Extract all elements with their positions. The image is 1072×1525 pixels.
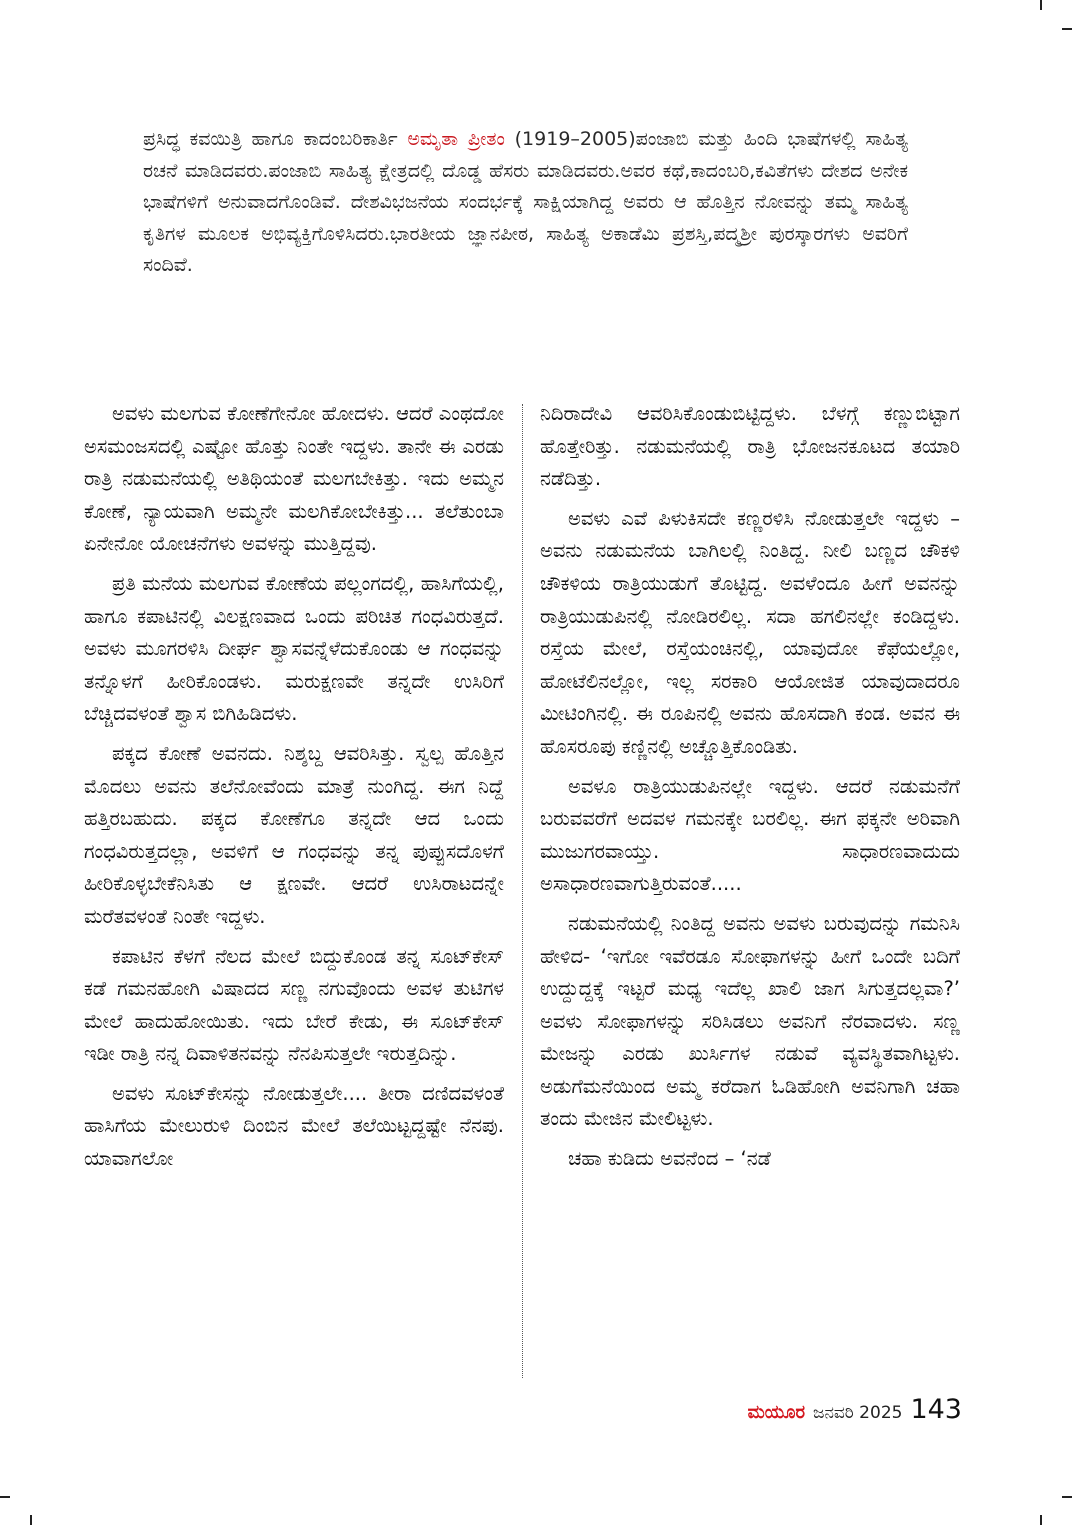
crop-mark <box>1040 1515 1042 1525</box>
paragraph: ಚಹಾ ಕುಡಿದು ಅವನೆಂದ – ‘ನಡೆ <box>568 1147 771 1171</box>
left-column <box>84 398 504 1183</box>
right-column <box>540 398 960 1183</box>
crop-mark <box>30 1515 32 1525</box>
paragraph: ಅವಳು ಮಲಗುವ ಕೋಣೆಗೇನೋ ಹೋದಳು. ಆದರೆ ಎಂಥದೋ ಅಸಮಂಜಸದಲ್ಲಿ ಎಷ್ಟೋ ಹೊತ್ತು ನಿಂತೇ ಇದ್ದಳು. ತಾನೇ ಈ ಎರಡು ರಾತ್ರಿ ನಡುಮನೆಯಲ್ಲಿ ಅತಿಥಿಯಂತೆ ಮಲಗಬೇಕಿತ್ತು. ಇದು ಅಮ್ಮನ ಕೋಣೆ, ನ್ಯಾಯವಾಗಿ ಅಮ್ಮನೇ ಮಲಗಿಕೋಬೇಕಿತ್ತು... ತಲೆತುಂಬಾ ಏನೇನೋ ಯೋಚನೆಗಳು ಅವಳನ್ನು ಮುತ್ತಿದ್ದವು. <box>84 402 504 556</box>
paragraph: ಅವಳು ಸೂಟ್‌ಕೇಸನ್ನು ನೋಡುತ್ತಲೇ.... ತೀರಾ ದಣಿದವಳಂತೆ ಹಾಸಿಗೆಯ ಮೇಲುರುಳಿ ದಿಂಬಿನ ಮೇಲೆ ತಲೆಯಿಟ್ಟದ್ದಷ್ಟೇ ನೆನಪು. ಯಾವಾಗಲೋ <box>84 1081 504 1171</box>
intro-text-after: (1919–2005)ಪಂಜಾಬಿ ಮತ್ತು ಹಿಂದಿ ಭಾಷೆಗಳಲ್ಲಿ ಸಾಹಿತ್ಯ ರಚನೆ ಮಾಡಿದವರು.ಪಂಜಾಬಿ ಸಾಹಿತ್ಯ ಕ್ಷೇತ್ರದಲ್ಲಿ ದೊಡ್ಡ ಹೆಸರು ಮಾಡಿದವರು.ಅವರ ಕಥೆ,ಕಾದಂಬರಿ,ಕವಿತೆಗಳು ದೇಶದ ಅನೇಕ ಭಾಷೆಗಳಿಗೆ ಅನುವಾದಗೊಂಡಿವೆ. ದೇಶವಿಭಜನೆಯ ಸಂದರ್ಭಕ್ಕೆ ಸಾಕ್ಷಿಯಾಗಿದ್ದ ಅವರು ಆ ಹೊತ್ತಿನ ನೋವನ್ನು ತಮ್ಮ ಸಾಹಿತ್ಯ ಕೃತಿಗಳ ಮೂಲಕ ಅಭಿವ್ಯಕ್ತಿಗೊಳಿಸಿದರು.ಭಾರತೀಯ ಜ್ಞಾನಪೀಠ, ಸಾಹಿತ್ಯ ಅಕಾಡೆಮಿ ಪ್ರಶಸ್ತಿ,ಪದ್ಮಶ್ರೀ ಪುರಸ್ಕಾರಗಳು ಅವರಿಗೆ ಸಂದಿವೆ. <box>143 128 908 276</box>
paragraph: ಪ್ರತಿ ಮನೆಯ ಮಲಗುವ ಕೋಣೆಯ ಪಲ್ಲಂಗದಲ್ಲಿ, ಹಾಸಿಗೆಯಲ್ಲಿ, ಹಾಗೂ ಕಪಾಟಿನಲ್ಲಿ ವಿಲಕ್ಷಣವಾದ ಒಂದು ಪರಿಚಿತ ಗಂಧವಿರುತ್ತದೆ. ಅವಳು ಮೂಗರಳಿಸಿ ದೀರ್ಘ ಶ್ವಾಸವನ್ನೆಳೆದುಕೊಂಡು ಆ ಗಂಧವನ್ನು ತನ್ನೊಳಗೆ ಹೀರಿಕೊಂಡಳು. ಮರುಕ್ಷಣವೇ ತನ್ನದೇ ಉಸಿರಿಗೆ ಬೆಚ್ಚಿದವಳಂತೆ ಶ್ವಾಸ ಬಿಗಿಹಿಡಿದಳು. <box>84 571 504 726</box>
paragraph: ಅವಳು ಎವೆ ಪಿಳುಕಿಸದೇ ಕಣ್ಣರಳಿಸಿ ನೋಡುತ್ತಲೇ ಇದ್ದಳು – ಅವನು ನಡುಮನೆಯ ಬಾಗಿಲಲ್ಲಿ ನಿಂತಿದ್ದ. ನೀಲಿ ಬಣ್ಣದ ಚೌಕಳಿ ಚೌಕಳಿಯ ರಾತ್ರಿಯುಡುಗೆ ತೊಟ್ಟಿದ್ದ. ಅವಳೆಂದೂ ಹೀಗೆ ಅವನನ್ನು ರಾತ್ರಿಯುಡುಪಿನಲ್ಲಿ ನೋಡಿರಲಿಲ್ಲ. ಸದಾ ಹಗಲಿನಲ್ಲೇ ಕಂಡಿದ್ದಳು. ರಸ್ತೆಯ ಮೇಲೆ, ರಸ್ತೆಯಂಚಿನಲ್ಲಿ, ಯಾವುದೋ ಕೆಫೆಯಲ್ಲೋ, ಹೋಟೆಲಿನಲ್ಲೋ, ಇಲ್ಲ ಸರಕಾರಿ ಆಯೋಜಿತ ಯಾವುದಾದರೂ ಮೀಟಿಂಗಿನಲ್ಲಿ. ಈ ರೂಪಿನಲ್ಲಿ ಅವನು ಹೊಸದಾಗಿ ಕಂಡ. ಅವನ ಈ ಹೊಸರೂಪು ಕಣ್ಣಿನಲ್ಲಿ ಅಚ್ಚೊತ್ತಿಕೊಂಡಿತು. <box>540 506 960 758</box>
issue-date: ಜನವರಿ 2025 <box>813 1403 903 1423</box>
magazine-logo: ಮಯೂರ <box>747 1402 806 1423</box>
paragraph: ಅವಳೂ ರಾತ್ರಿಯುಡುಪಿನಲ್ಲೇ ಇದ್ದಳು. ಆದರೆ ನಡುಮನೆಗೆ ಬರುವವರೆಗೆ ಅದವಳ ಗಮನಕ್ಕೇ ಬರಲಿಲ್ಲ. ಈಗ ಫಕ್ಕನೇ ಅರಿವಾಗಿ ಮುಜುಗರವಾಯ್ತು. ಸಾಧಾರಣವಾದುದು ಅಸಾಧಾರಣವಾಗುತ್ತಿರುವಂತೆ..... <box>540 774 960 896</box>
paragraph: ನಡುಮನೆಯಲ್ಲಿ ನಿಂತಿದ್ದ ಅವನು ಅವಳು ಬರುವುದನ್ನು ಗಮನಿಸಿ ಹೇಳಿದ- ‘ಇಗೋ ಇವೆರಡೂ ಸೋಫಾಗಳನ್ನು ಹೀಗೆ ಒಂದೇ ಬದಿಗೆ ಉದ್ದುದ್ದಕ್ಕೆ ಇಟ್ಟರೆ ಮಧ್ಯ ಇದೆಲ್ಲ ಖಾಲಿ ಜಾಗ ಸಿಗುತ್ತದಲ್ಲವಾ?’ ಅವಳು ಸೋಫಾಗಳನ್ನು ಸರಿಸಿಡಲು ಅವನಿಗೆ ನೆರವಾದಳು. ಸಣ್ಣ ಮೇಜನ್ನು ಎರಡು ಖುರ್ಸಿಗಳ ನಡುವೆ ವ್ಯವಸ್ಥಿತವಾಗಿಟ್ಟಳು. ಅಡುಗೆಮನೆಯಿಂದ ಅಮ್ಮ ಕರೆದಾಗ ಓಡಿಹೋಗಿ ಅವನಿಗಾಗಿ ಚಹಾ ತಂದು ಮೇಜಿನ ಮೇಲಿಟ್ಟಳು. <box>540 911 960 1131</box>
crop-mark <box>1040 0 1042 10</box>
crop-mark <box>0 1496 10 1498</box>
page-number: 143 <box>910 1394 962 1425</box>
page-footer <box>748 1394 962 1428</box>
paragraph: ಕಪಾಟಿನ ಕೆಳಗೆ ನೆಲದ ಮೇಲೆ ಬಿದ್ದುಕೊಂಡ ತನ್ನ ಸೂಟ್‌ಕೇಸ್ ಕಡೆ ಗಮನಹೋಗಿ ವಿಷಾದದ ಸಣ್ಣ ನಗುವೊಂದು ಅವಳ ತುಟಿಗಳ ಮೇಲೆ ಹಾದುಹೋಯಿತು. ಇದು ಬೇರೆ ಕೇಡು, ಈ ಸೂಟ್‌ಕೇಸ್ ಇಡೀ ರಾತ್ರಿ ನನ್ನ ದಿವಾಳಿತನವನ್ನು ನೆನಪಿಸುತ್ತಲೇ ಇರುತ್ತದಿನ್ನು. <box>84 944 504 1066</box>
intro-text-before: ಪ್ರಸಿದ್ಧ ಕವಯಿತ್ರಿ ಹಾಗೂ ಕಾದಂಬರಿಕಾರ್ತಿ <box>143 128 408 150</box>
paragraph: ನಿದಿರಾದೇವಿ ಆವರಿಸಿಕೊಂಡುಬಿಟ್ಟಿದ್ದಳು. ಬೆಳಗ್ಗೆ ಕಣ್ಣುಬಿಟ್ಟಾಗ ಹೊತ್ತೇರಿತ್ತು. ನಡುಮನೆಯಲ್ಲಿ ರಾತ್ರಿ ಭೋಜನಕೂಟದ ತಯಾರಿ ನಡೆದಿತ್ತು. <box>540 402 960 491</box>
column-divider <box>522 404 523 1378</box>
author-intro <box>143 124 908 282</box>
author-name: ಅಮೃತಾ ಪ್ರೀತಂ <box>407 128 505 150</box>
crop-mark <box>1062 28 1072 30</box>
crop-mark <box>1062 1496 1072 1498</box>
paragraph: ಪಕ್ಕದ ಕೋಣೆ ಅವನದು. ನಿಶ್ಶಬ್ದ ಆವರಿಸಿತ್ತು. ಸ್ವಲ್ಪ ಹೊತ್ತಿನ ಮೊದಲು ಅವನು ತಲೆನೋವೆಂದು ಮಾತ್ರೆ ನುಂಗಿದ್ದ. ಈಗ ನಿದ್ದೆ ಹತ್ತಿರಬಹುದು. ಪಕ್ಕದ ಕೋಣೆಗೂ ತನ್ನದೇ ಆದ ಒಂದು ಗಂಧವಿರುತ್ತದಲ್ಲಾ, ಅವಳಿಗೆ ಆ ಗಂಧವನ್ನು ತನ್ನ ಪುಪ್ಪುಸದೊಳಗೆ ಹೀರಿಕೊಳ್ಳಬೇಕೆನಿಸಿತು ಆ ಕ್ಷಣವೇ. ಆದರೆ ಉಸಿರಾಟದನ್ನೇ ಮರೆತವಳಂತೆ ನಿಂತೇ ಇದ್ದಳು. <box>84 741 504 928</box>
